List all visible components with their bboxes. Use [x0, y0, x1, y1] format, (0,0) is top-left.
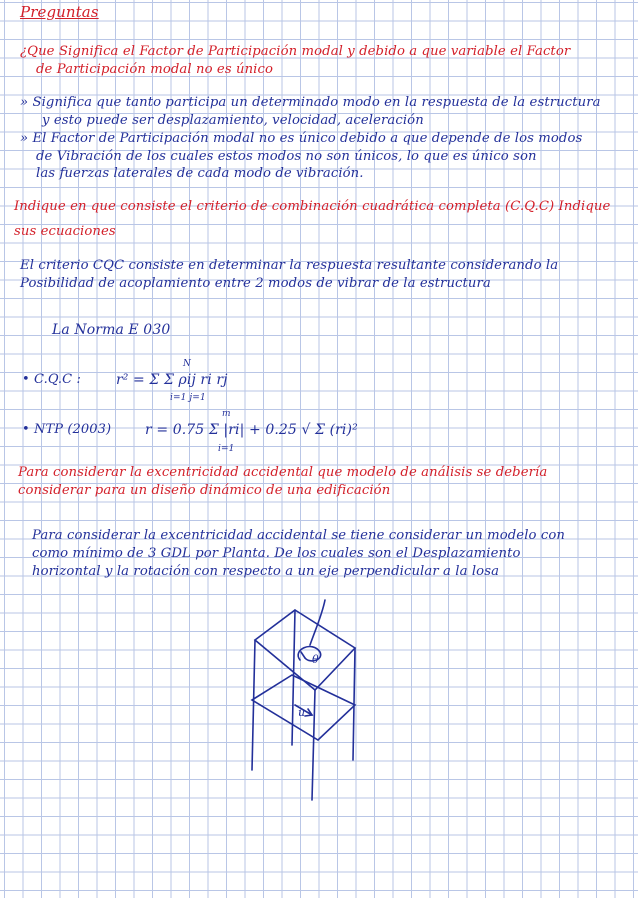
- answer-1-line-5: las fuerzas laterales de cada modo de vibración.: [36, 166, 364, 181]
- column-left: [252, 640, 255, 770]
- answer-2-line-2: Posibilidad de acoplamiento entre 2 modos de vibrar de la estructura: [20, 276, 491, 291]
- answer-2-line-1: El criterio CQC consiste en determinar la respuesta resultante considerando la: [20, 258, 559, 273]
- question-2-line-2: sus ecuaciones: [14, 224, 116, 239]
- ntp-sum-upper-limit: m: [222, 409, 231, 419]
- cqc-sum-lower-limits: i=1 j=1: [170, 393, 206, 403]
- top-slab-outline: [255, 610, 355, 690]
- answer-1-line-2: y esto puede ser desplazamiento, velocidad, aceleración: [42, 113, 424, 128]
- column-right: [353, 648, 355, 760]
- ntp-equation: r = 0.75 Σ |ri| + 0.25 √ Σ (ri)²: [145, 422, 358, 438]
- question-2-line-1: Indique en que consiste el criterio de combinación cuadrática completa (C.Q.C) Indique: [14, 199, 611, 214]
- answer-1-line-3: » El Factor de Participación modal no es único debido a que depende de los modos: [20, 131, 583, 146]
- ntp-label: • NTP (2003): [22, 422, 112, 437]
- answer-3-line-3: horizontal y la rotación con respecto a un eje perpendicular a la losa: [32, 564, 500, 579]
- page-title: Preguntas: [20, 3, 99, 21]
- answer-1-line-1: » Significa que tanto participa un determinado modo en la respuesta de la estructura: [20, 95, 601, 110]
- column-front: [312, 690, 315, 800]
- sketch-label-theta: θ: [312, 653, 319, 666]
- answer-1-line-4: de Vibración de los cuales estos modos no son únicos, lo que es único son: [36, 149, 537, 164]
- cqc-sum-upper-limit: N: [183, 359, 191, 369]
- norma-label: La Norma E 030: [52, 322, 171, 338]
- question-3-line-1: Para considerar la excentricidad accidental que modelo de análisis se debería: [18, 465, 548, 480]
- answer-3-line-1: Para considerar la excentricidad accidental se tiene considerar un modelo con: [32, 528, 565, 543]
- ntp-sum-lower-limit: i=1: [218, 444, 235, 454]
- question-1-line-1: ¿Que Significa el Factor de Participación modal y debido a que variable el Factor: [20, 44, 571, 59]
- cqc-equation: r² = Σ Σ ρij ri rj: [116, 372, 228, 388]
- rotation-arrow-head: [301, 652, 305, 658]
- answer-3-line-2: como mínimo de 3 GDL por Planta. De los cuales son el Desplazamiento: [32, 546, 521, 561]
- question-1-line-2: de Participación modal no es único: [36, 62, 274, 77]
- cqc-label: • C.Q.C :: [22, 372, 81, 387]
- pointer-line: [310, 600, 325, 645]
- sketch-label-u: u: [298, 706, 306, 719]
- question-3-line-2: considerar para un diseño dinámico de una edificación: [18, 483, 391, 498]
